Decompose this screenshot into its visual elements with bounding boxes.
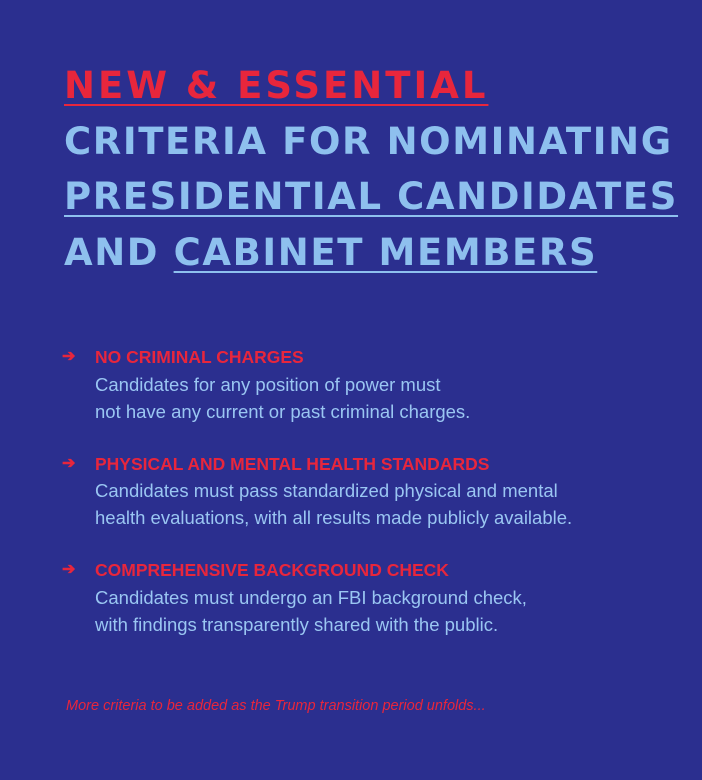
arrow-right-icon: ➔ [62,348,76,365]
criteria-description-line-2: not have any current or past criminal charges. [95,400,471,422]
headline-cabinet-members: CABINET MEMBERS [173,230,598,274]
headline [64,58,684,280]
criteria-list [62,344,682,664]
footnote: More criteria to be added as the Trump transition period unfolds... [66,698,486,714]
criteria-description-line-2: health evaluations, with all results made publicly available. [95,507,573,528]
criteria-description-line-1: Candidates must pass standardized physical and mental [95,480,558,501]
headline-new-essential: NEW & ESSENTIAL [64,64,489,107]
criteria-item-health-standards [62,451,682,532]
criteria-description-line-1: Candidates must undergo an FBI background check, [95,586,527,608]
criteria-description-line-1: Candidates for any position of power must [95,373,441,395]
criteria-title: COMPREHENSIVE BACKGROUND CHECK [95,560,449,580]
headline-presidential-candidates: PRESIDENTIAL CANDIDATES [64,175,679,218]
headline-line-1 [64,58,684,114]
headline-and: AND [64,230,174,274]
criteria-description-line-2: with findings transparently shared with the public. [95,613,499,635]
criteria-item-criminal-charges [62,344,682,425]
criteria-title: PHYSICAL AND MENTAL HEALTH STANDARDS [95,453,490,474]
arrow-right-icon: ➔ [62,454,76,472]
headline-line-4 [64,225,684,281]
criteria-title: NO CRIMINAL CHARGES [95,347,304,367]
arrow-right-icon: ➔ [62,561,76,578]
headline-line-2: CRITERIA FOR NOMINATING [64,119,673,163]
criteria-item-background-check [62,557,682,638]
headline-line-3 [64,169,684,225]
